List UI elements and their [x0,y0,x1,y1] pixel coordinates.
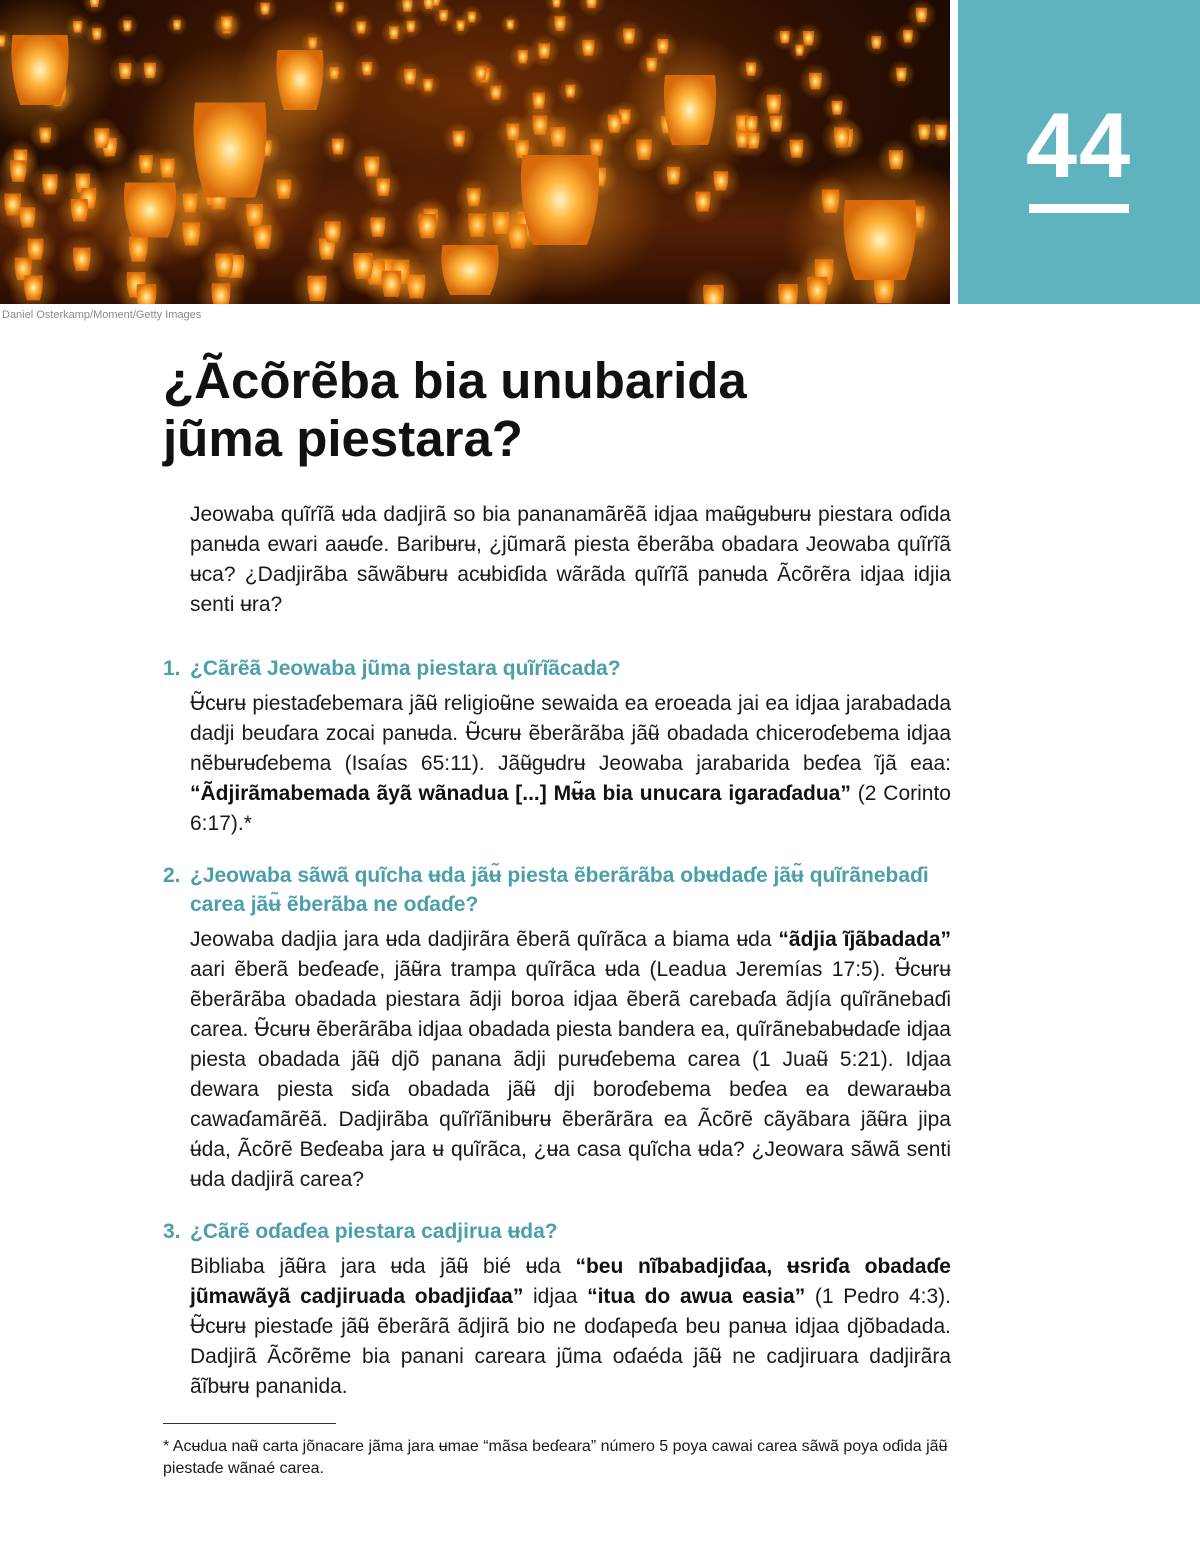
lantern [324,221,340,242]
lantern [871,36,881,49]
chapter-underline [1029,204,1129,213]
scripture-quote: “Ãdjirãmabemada ãyã wãnadua [...] Mʉ̃a bia unucara igaraɗadua” [190,782,851,805]
lantern [903,30,913,43]
scripture-quote: “ãdjia ĩjãbadada” [778,928,951,951]
lantern [173,20,181,30]
question-number: 2. [163,864,181,887]
lanterns-photo [0,0,950,304]
lantern [364,157,379,177]
answer-paragraph [190,689,951,839]
lantern [389,26,399,39]
lantern [90,0,99,7]
title-line-1: ¿Ãcõrẽba bia unubarida [163,352,747,409]
lantern [136,284,156,304]
lantern [935,125,947,140]
lantern [356,21,366,33]
lantern [11,35,68,105]
question-heading [163,654,951,683]
answer-text: Ʉ̃cʉrʉ piestaɗebemara jãʉ̃ religioʉ̃ne sewaida ea eroeada jai ea idjaa jarabadada dadji beuɗara zocai panʉda. Ʉ̃cʉrʉ ẽberãrãba jãʉ̃ obadada chiceroɗebema idjaa nẽbʉrʉɗebema (Isaías 65:11). Jãʉ̃gʉdrʉ Jeowaba jarabarida beɗea ĩjã eaa: [190,692,951,775]
lantern [554,16,565,31]
lantern [844,200,917,280]
footnote: * Acʉdua naʉ̃ carta jõnacare jãma jara ʉmae “mãsa beɗeara” número 5 poya cawai carea sãwã poya oɗida jãʉ̃ piestaɗe wãnaé carea. [163,1438,948,1477]
lantern [790,140,804,158]
lantern [42,174,57,194]
lantern [916,8,927,22]
question-text: ¿Cãrẽã Jeowaba jũma piestara quĩrĩãcada? [190,657,621,680]
lantern [194,103,267,198]
answer-text: idjaa [523,1285,588,1308]
lantern [832,101,843,115]
lantern [119,63,131,79]
question-heading [163,1217,951,1246]
question-sections [163,654,951,1402]
lantern [780,31,790,43]
title-line-2: jũma piestara? [163,410,523,467]
lantern [73,248,91,271]
question-number: 1. [163,657,181,680]
lantern [703,285,724,304]
question-heading [163,861,951,919]
chapter-number: 44 [1025,95,1133,197]
scripture-quote: “itua do awua easia” [587,1285,806,1308]
lantern [506,20,514,30]
answer-text: Jeowaba dadjia jara ʉda dadjirãra ẽberã quĩrãca a biama ʉda [190,928,779,951]
question-text: ¿Cãrẽ oɗaɗea piestara cadjirua ʉda? [190,1220,558,1243]
lantern [664,75,716,145]
lantern [370,217,385,236]
lantern [402,0,412,12]
answer-text: (1 Pedro 4:3). Ʉ̃cʉrʉ piestaɗe jãʉ̃ ẽberãrã ãdjirã bio ne doɗapeɗa beu panʉa idjaa djõbadada. Dadjirã Ãcõrẽme bia panani careara jũma oɗaéda jãʉ̃ ne cadjiruara dadjirãra ãĩbʉrʉ pananida. [190,1285,951,1398]
lantern [307,276,326,301]
lantern [335,2,343,13]
lantern [453,131,465,147]
lantern [424,0,434,9]
lantern [586,0,597,8]
photo-credit: Daniel Osterkamp/Moment/Getty Images [2,309,202,321]
intro-paragraph: Jeowaba quĩrĩã ʉda dadjirã so bia pananamãrẽã idjaa maʉ̃gʉbʉrʉ piestara oɗida panʉda ewari aaʉɗe. Baribʉrʉ, ¿jũmarã piesta ẽberãba obadara Jeowaba quĩrĩã ʉca? ¿Dadjirãba sãwãbʉrʉ acʉbiɗida wãrãda quĩrĩã panʉda Ãcõrẽra idjaa idjia senti ʉra? [190,503,951,616]
footnote-divider [163,1423,336,1424]
lantern [565,85,575,98]
lantern [404,69,416,85]
lantern [468,12,476,23]
lantern [362,62,372,75]
lantern [144,63,156,79]
lantern [94,128,109,148]
answer-text: (2 Corinto 6:17).* [190,782,951,835]
question-text: ¿Jeowaba sãwã quĩcha ʉda jãʉ̃ piesta ẽberãrãba obʉdaɗe jãʉ̃ quĩrãnebaɗi carea jãʉ̃ ẽberãba ne oɗaɗe? [190,864,929,916]
lantern [809,73,822,90]
lantern [834,127,850,147]
lantern [695,192,710,212]
lantern [623,28,635,43]
answer-text: Bibliaba jãʉ̃ra jara ʉda jãʉ̃ bié ʉda [190,1255,576,1278]
lantern [439,10,448,21]
lantern [212,283,231,304]
lantern [4,193,21,215]
lantern [552,0,560,7]
scripture-quote: “beu nĩbabadjiɗaa, ʉsriɗa obadaɗe jũmawãyã cadjiruada obadjiɗaa” [190,1255,951,1308]
lantern [260,3,269,15]
lantern [521,155,599,245]
lantern [406,21,415,32]
page-title [163,352,923,468]
answer-text: aari ẽberã beɗeaɗe, jãʉ̃ra trampa quĩrãca ʉda (Leadua Jeremías 17:5). Ʉ̃cʉrʉ ẽberãrãba obadada piestara ãdji boroa idjaa ẽberã carebaɗa ãdjía quĩrãnebaɗi carea. Ʉ̃cʉrʉ ẽberãrãba idjaa obadada piesta bandera ea, quĩrãnebabʉdaɗe idjaa piesta obadada jãʉ̃ djõ panana ãdji purʉɗebema carea (1 Juaʉ̃ 5:21). Idjaa dewara piesta siɗa obadada jãʉ̃ dji boroɗebema beɗea ea dewaraʉba cawaɗamãrẽã. Dadjirãba quĩrĩãnibʉrʉ ẽberãrãra ea Ãcõrẽ cãyãbara jãʉ̃ra jipa ʉ́da, Ãcõrẽ Beɗeaba jara ʉ quĩrãca, ¿ʉa casa quĩcha ʉda? ¿Jeowara sãwã senti ʉda dadjirã carea? [190,958,951,1191]
lantern [332,139,344,155]
lantern [767,95,781,114]
lantern [518,50,528,63]
lantern [221,16,232,31]
lantern [896,68,906,81]
lantern [475,66,486,80]
question-number: 3. [163,1220,181,1243]
lantern [10,160,27,182]
lantern [582,40,594,56]
answer-paragraph [190,925,951,1195]
lantern [123,20,132,31]
lantern [24,275,43,300]
article-body [163,500,951,1424]
chapter-badge [958,0,1200,304]
lantern [803,31,814,45]
answer-paragraph [190,1252,951,1402]
lantern [538,43,550,58]
lanterns-illustration [0,0,950,304]
